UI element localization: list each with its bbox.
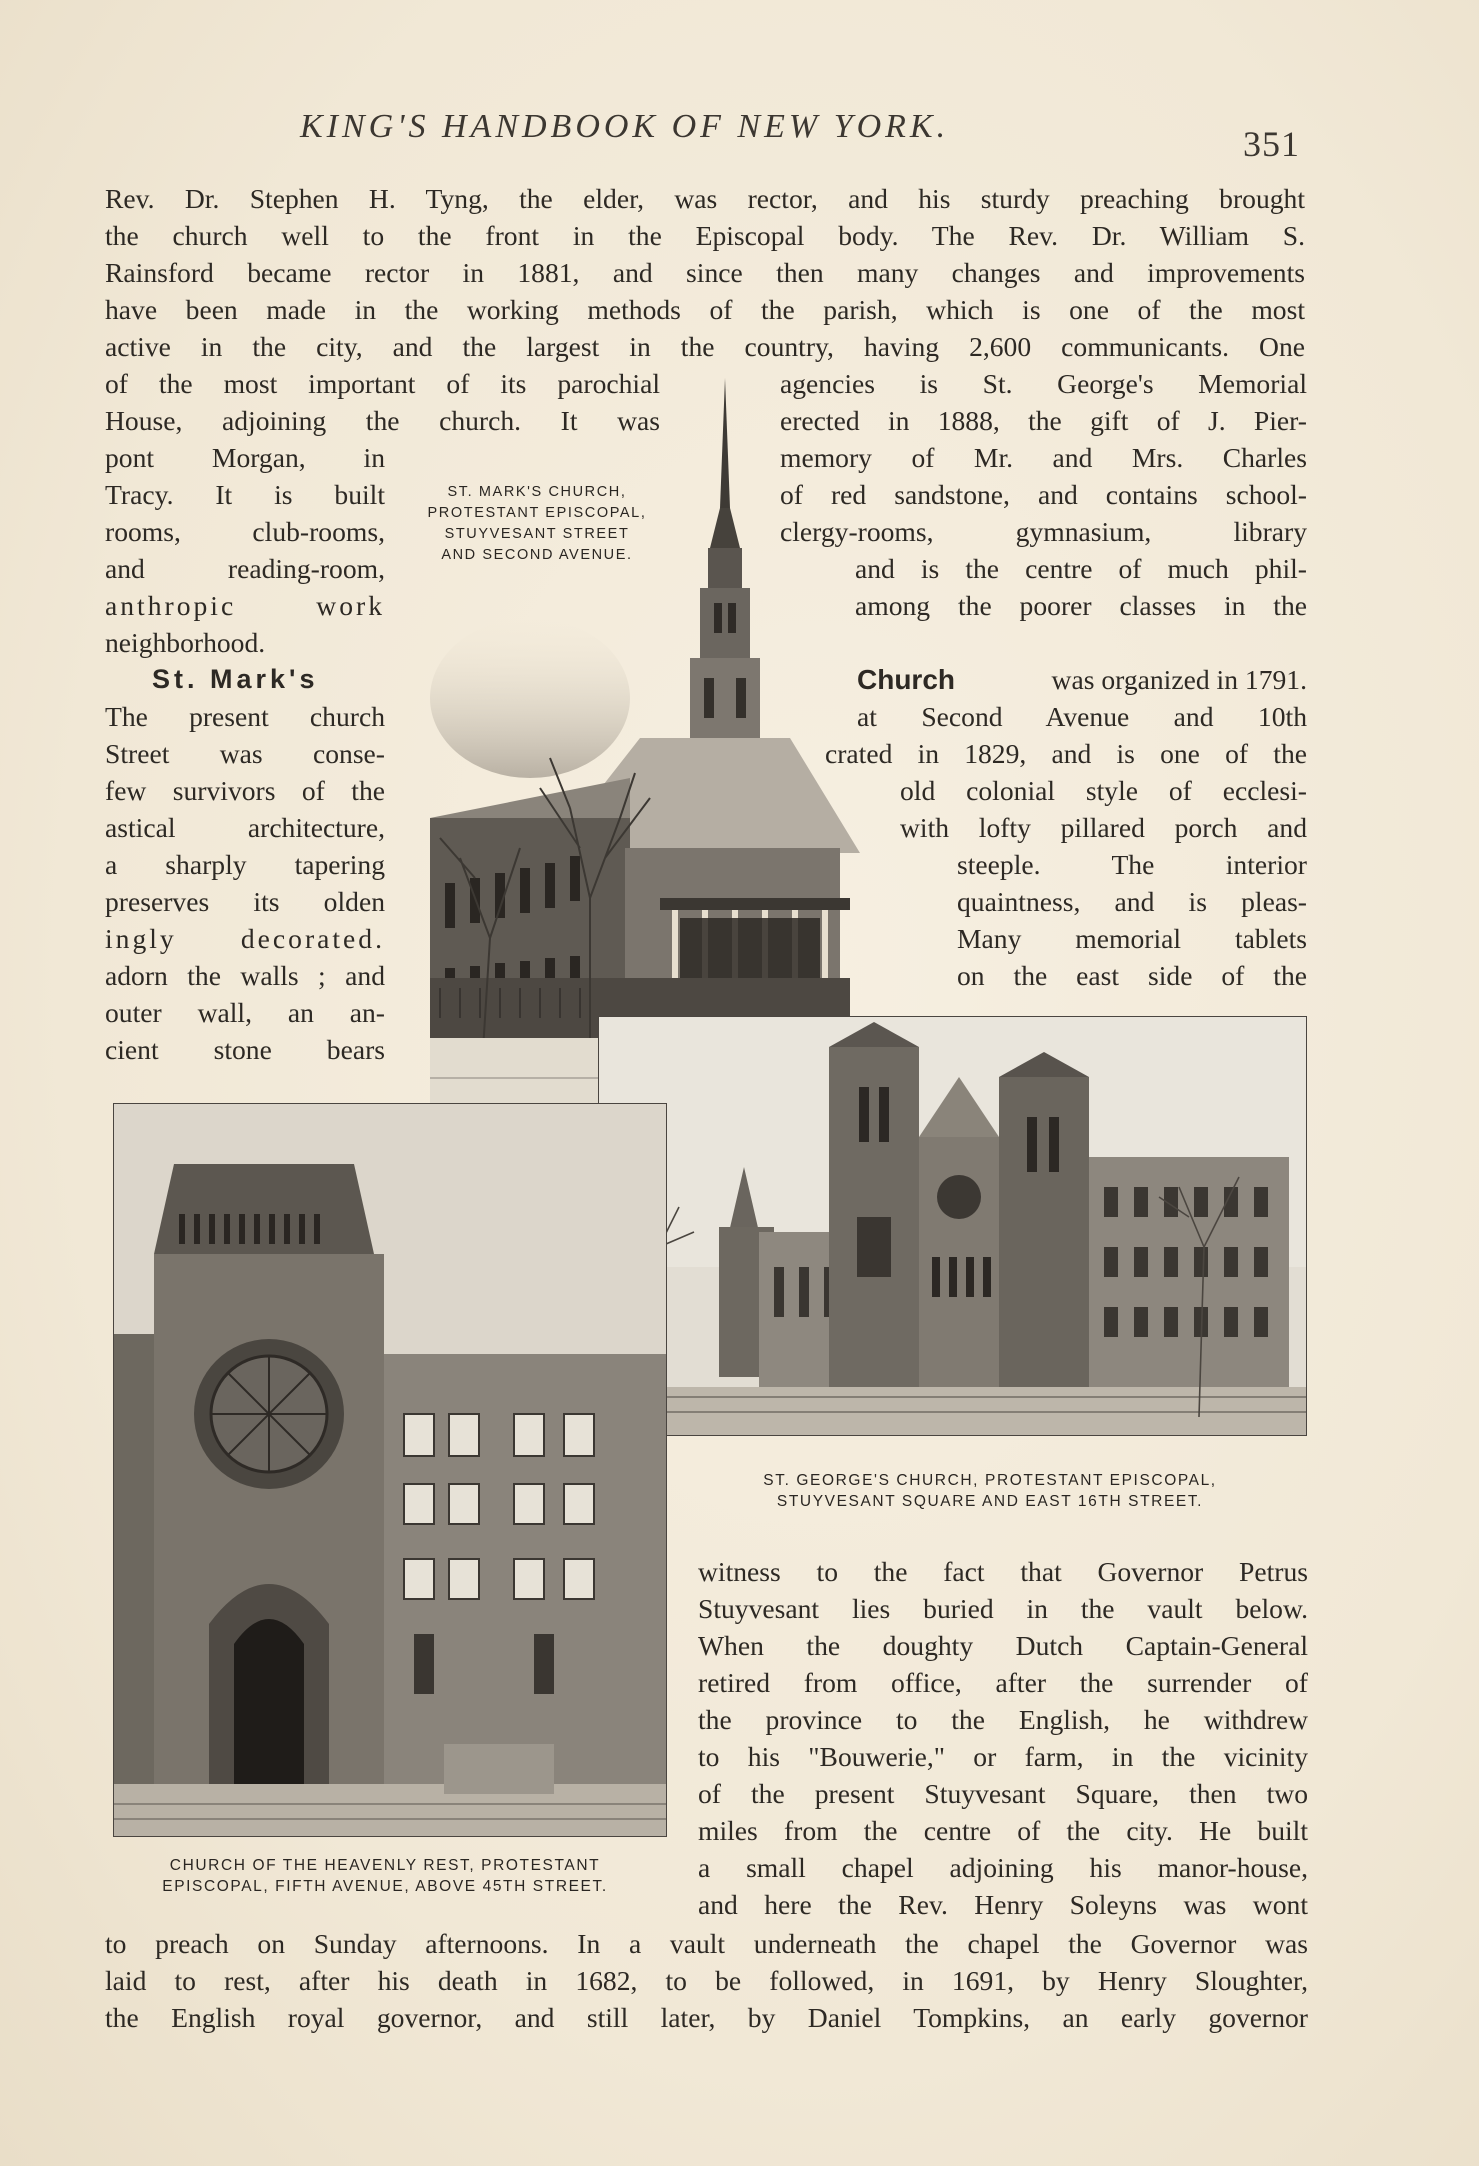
running-header: KING'S HANDBOOK OF NEW YORK. [300, 108, 950, 145]
left-col-line: The present church [105, 701, 385, 732]
left-col-line: Tracy. It is built [105, 479, 385, 510]
photo-heavenly-rest-church [113, 1103, 667, 1837]
section-heading-st-marks: St. Mark's [152, 664, 319, 694]
right-col-line: clergy-rooms, gymnasium, library [780, 516, 1307, 547]
page-number: 351 [1243, 124, 1300, 164]
left-col-line: neighborhood. [105, 627, 266, 658]
left-col-line: few survivors of the [105, 775, 385, 806]
lower-right-line: miles from the centre of the city. He built [698, 1815, 1308, 1846]
right-col-line: with lofty pillared porch and [900, 812, 1307, 843]
body-line: to preach on Sunday afternoons. In a vault underneath the chapel the Governor was [105, 1928, 1308, 1959]
body-line: Rainsford became rector in 1881, and since then many changes and improvements [105, 257, 1305, 288]
caption-heavenly-rest: CHURCH OF THE HEAVENLY REST, PROTESTANT EPISCOPAL, FIFTH AVENUE, ABOVE 45TH STREET. [162, 1857, 608, 1895]
lower-right-line: of the present Stuyvesant Square, then two [698, 1778, 1308, 1809]
right-col-line: at Second Avenue and 10th [857, 701, 1307, 732]
right-col-line: old colonial style of ecclesi- [900, 775, 1307, 806]
left-col-line: astical architecture, [105, 812, 385, 843]
lower-right-line: the province to the English, he withdrew [698, 1704, 1308, 1735]
right-col-line [857, 661, 1307, 698]
photo-st-marks-church [420, 378, 920, 1103]
right-col-line: of red sandstone, and contains school- [780, 479, 1307, 510]
body-line: laid to rest, after his death in 1682, to be followed, in 1691, by Henry Sloughter, [105, 1965, 1308, 1996]
right-col-line: and is the centre of much phil- [855, 553, 1307, 584]
section-heading-church: Church [857, 664, 955, 695]
lower-right-line: to his "Bouwerie," or farm, in the vicinity [698, 1741, 1308, 1772]
caption-st-marks: ST. MARK'S CHURCH, PROTESTANT EPISCOPAL, STUYVESANT STREET AND SECOND AVENUE. [427, 484, 647, 563]
left-col-line: cient stone bears [105, 1034, 385, 1065]
left-col-line: and reading-room, [105, 553, 385, 584]
left-col-line: rooms, club-rooms, [105, 516, 385, 547]
body-line: Rev. Dr. Stephen H. Tyng, the elder, was rector, and his sturdy preaching brought [105, 183, 1305, 214]
photo-st-georges-church [598, 1016, 1307, 1436]
caption-st-georges: ST. GEORGE'S CHURCH, PROTESTANT EPISCOPAL, STUYVESANT SQUARE AND EAST 16TH STREET. [763, 1472, 1217, 1510]
left-col-line: adorn the walls ; and [105, 960, 385, 991]
right-col-line: steeple. The interior [957, 849, 1307, 880]
left-col-line: Street was conse- [105, 738, 385, 769]
lower-right-line: witness to the fact that Governor Petrus [698, 1556, 1308, 1587]
left-col-line: a sharply tapering [105, 849, 385, 880]
body-line: the church well to the front in the Episcopal body. The Rev. Dr. William S. [105, 220, 1305, 251]
lower-right-line: a small chapel adjoining his manor-house, [698, 1852, 1308, 1883]
right-col-line: crated in 1829, and is one of the [825, 738, 1307, 769]
right-col-line: on the east side of the [957, 960, 1307, 991]
right-col-line: Many memorial tablets [957, 923, 1307, 954]
body-line: the English royal governor, and still later, by Daniel Tompkins, an early governor [105, 2002, 1308, 2033]
right-col-line: quaintness, and is pleas- [957, 886, 1307, 917]
lower-right-line: retired from office, after the surrender of [698, 1667, 1308, 1698]
left-col-line: of the most important of its parochial [105, 368, 660, 399]
right-col-line: agencies is St. George's Memorial [780, 368, 1307, 399]
right-col-line: memory of Mr. and Mrs. Charles [780, 442, 1307, 473]
right-col-line: among the poorer classes in the [855, 590, 1307, 621]
left-col-line: pont Morgan, in [105, 442, 385, 473]
lower-right-line: Stuyvesant lies buried in the vault below. [698, 1593, 1308, 1624]
lower-right-line: and here the Rev. Henry Soleyns was wont [698, 1889, 1308, 1920]
left-col-line: outer wall, an an- [105, 997, 385, 1028]
lower-right-line: When the doughty Dutch Captain-General [698, 1630, 1308, 1661]
left-col-line: ingly decorated. [105, 923, 385, 954]
left-col-line: preserves its olden [105, 886, 385, 917]
left-col-line: anthropic work [105, 590, 385, 621]
body-line: active in the city, and the largest in the country, having 2,600 communicants. One [105, 331, 1305, 362]
right-col-line-tail: was organized in 1791. [1051, 664, 1307, 695]
body-line: have been made in the working methods of the parish, which is one of the most [105, 294, 1305, 325]
left-col-line: House, adjoining the church. It was [105, 405, 660, 436]
right-col-line: erected in 1888, the gift of J. Pier- [780, 405, 1307, 436]
